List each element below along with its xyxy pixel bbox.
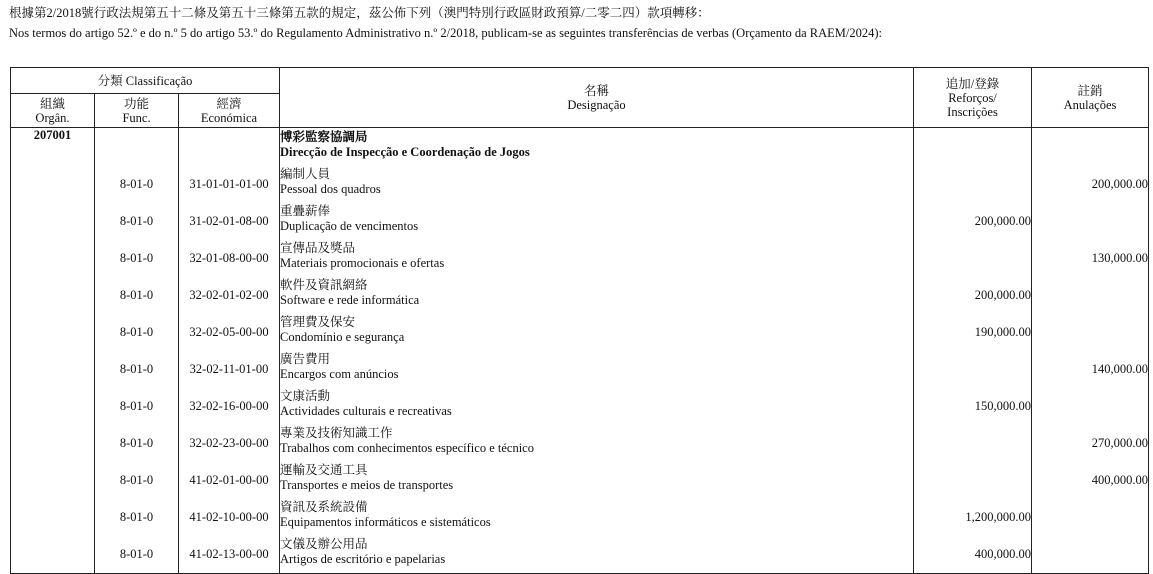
item-designation bbox=[280, 203, 914, 240]
func-code: 8-01-0 bbox=[95, 240, 179, 277]
item-designation bbox=[280, 388, 914, 425]
item-designation bbox=[280, 425, 914, 462]
intro-text-chinese: 根據第2/2018號行政法規第五十二條及第五十三條第五款的規定，茲公佈下列（澳門特別行政區財政預算/二零二四）款項轉移： bbox=[9, 6, 710, 20]
organ-header-pt: Orgân. bbox=[35, 110, 70, 125]
annulment-amount: 270,000.00 bbox=[1032, 425, 1149, 462]
item-name-pt: Condomínio e segurança bbox=[280, 330, 405, 344]
econ-code: 41-02-13-00-00 bbox=[179, 536, 280, 574]
table-row bbox=[11, 351, 1149, 388]
organ-cell bbox=[11, 425, 95, 462]
annulment-amount: 130,000.00 bbox=[1032, 240, 1149, 277]
func-code: 8-01-0 bbox=[95, 314, 179, 351]
table-body bbox=[11, 128, 1149, 574]
organ-cell bbox=[11, 277, 95, 314]
organ-header-zh: 組織 bbox=[39, 96, 65, 111]
entity-name bbox=[280, 128, 914, 167]
reinforcement-header-zh: 追加/登錄 bbox=[945, 76, 1000, 91]
table-row bbox=[11, 203, 1149, 240]
econ-code: 41-02-10-00-00 bbox=[179, 499, 280, 536]
item-name-pt: Duplicação de vencimentos bbox=[280, 219, 419, 233]
econ-code: 32-02-16-00-00 bbox=[179, 388, 280, 425]
organ-header bbox=[11, 94, 95, 128]
reinforcement-header-pt2: Inscrições bbox=[947, 104, 998, 119]
item-name-pt: Equipamentos informáticos e sistemáticos bbox=[280, 515, 491, 529]
reinforcement-amount bbox=[914, 425, 1032, 462]
classification-header: 分類 Classificação bbox=[11, 68, 280, 94]
func-header bbox=[95, 94, 179, 128]
item-name-pt: Materiais promocionais e ofertas bbox=[280, 256, 445, 270]
reinforcement-amount bbox=[914, 166, 1032, 203]
item-name-pt: Software e rede informática bbox=[280, 293, 420, 307]
organ-cell bbox=[11, 203, 95, 240]
econ-header-zh: 經濟 bbox=[216, 96, 242, 111]
func-code: 8-01-0 bbox=[95, 351, 179, 388]
organ-cell bbox=[11, 351, 95, 388]
designation-header-zh: 名稱 bbox=[583, 83, 609, 98]
item-name-pt: Artigos de escritório e papelarias bbox=[280, 552, 446, 566]
econ-code: 41-02-01-00-00 bbox=[179, 462, 280, 499]
organ-cell bbox=[11, 240, 95, 277]
func-code: 8-01-0 bbox=[95, 277, 179, 314]
intro-text-portuguese: Nos termos do artigo 52.º e do n.º 5 do artigo 53.º do Regulamento Administrativo n.º 2/2018, publicam-se as seguintes transferências de verbas (Orçamento da RAEM/2024): bbox=[9, 26, 882, 40]
table-row bbox=[11, 499, 1149, 536]
econ-code: 32-02-05-00-00 bbox=[179, 314, 280, 351]
entity-reinforcement-cell bbox=[914, 128, 1032, 167]
table-row bbox=[11, 240, 1149, 277]
econ-code: 31-02-01-08-00 bbox=[179, 203, 280, 240]
econ-code: 31-01-01-01-00 bbox=[179, 166, 280, 203]
reinforcement-header bbox=[914, 68, 1032, 128]
annulment-header bbox=[1032, 68, 1149, 128]
annulment-amount bbox=[1032, 388, 1149, 425]
item-name-pt: Actividades culturais e recreativas bbox=[280, 404, 452, 418]
item-name-pt: Pessoal dos quadros bbox=[280, 182, 381, 196]
annulment-amount bbox=[1032, 499, 1149, 536]
item-name-zh: 專業及技術知識工作 bbox=[280, 426, 393, 440]
item-designation bbox=[280, 351, 914, 388]
entity-annulment-cell bbox=[1032, 128, 1149, 167]
organ-cell bbox=[11, 166, 95, 203]
func-code: 8-01-0 bbox=[95, 203, 179, 240]
item-designation bbox=[280, 240, 914, 277]
item-name-zh: 文儀及辦公用品 bbox=[280, 537, 368, 551]
item-name-pt: Encargos com anúncios bbox=[280, 367, 399, 381]
entity-econ-cell bbox=[179, 128, 280, 167]
econ-header bbox=[179, 94, 280, 128]
annulment-amount: 140,000.00 bbox=[1032, 351, 1149, 388]
annulment-amount: 200,000.00 bbox=[1032, 166, 1149, 203]
entity-row bbox=[11, 128, 1149, 167]
organ-code: 207001 bbox=[11, 128, 95, 167]
item-name-zh: 宣傳品及獎品 bbox=[280, 241, 356, 255]
item-name-pt: Transportes e meios de transportes bbox=[280, 478, 454, 492]
designation-header-pt: Designação bbox=[567, 97, 626, 112]
table-row bbox=[11, 314, 1149, 351]
reinforcement-amount bbox=[914, 240, 1032, 277]
item-name-zh: 編制人員 bbox=[280, 167, 331, 181]
func-code: 8-01-0 bbox=[95, 425, 179, 462]
func-header-zh: 功能 bbox=[123, 96, 149, 111]
budget-transfer-table bbox=[10, 67, 1149, 574]
reinforcement-header-pt1: Reforços/ bbox=[948, 90, 997, 105]
reinforcement-amount bbox=[914, 462, 1032, 499]
reinforcement-amount bbox=[914, 351, 1032, 388]
entity-name-zh: 博彩監察協調局 bbox=[280, 130, 368, 144]
econ-code: 32-02-23-00-00 bbox=[179, 425, 280, 462]
func-code: 8-01-0 bbox=[95, 462, 179, 499]
reinforcement-amount: 200,000.00 bbox=[914, 203, 1032, 240]
reinforcement-amount: 200,000.00 bbox=[914, 277, 1032, 314]
annulment-amount: 400,000.00 bbox=[1032, 462, 1149, 499]
item-name-zh: 重疊薪俸 bbox=[280, 204, 331, 218]
econ-code: 32-01-08-00-00 bbox=[179, 240, 280, 277]
table-row bbox=[11, 462, 1149, 499]
annulment-amount bbox=[1032, 314, 1149, 351]
func-code: 8-01-0 bbox=[95, 499, 179, 536]
econ-header-pt: Económica bbox=[200, 110, 258, 125]
annulment-header-pt: Anulações bbox=[1063, 97, 1117, 112]
annulment-amount bbox=[1032, 203, 1149, 240]
entity-func-cell bbox=[95, 128, 179, 167]
item-designation bbox=[280, 499, 914, 536]
func-code: 8-01-0 bbox=[95, 536, 179, 574]
func-code: 8-01-0 bbox=[95, 166, 179, 203]
reinforcement-amount: 190,000.00 bbox=[914, 314, 1032, 351]
organ-cell bbox=[11, 314, 95, 351]
reinforcement-amount: 1,200,000.00 bbox=[914, 499, 1032, 536]
reinforcement-amount: 150,000.00 bbox=[914, 388, 1032, 425]
item-name-zh: 文康活動 bbox=[280, 389, 331, 403]
designation-header bbox=[280, 68, 914, 128]
item-name-zh: 運輸及交通工具 bbox=[280, 463, 368, 477]
item-name-zh: 資訊及系統設備 bbox=[280, 500, 368, 514]
econ-code: 32-02-11-01-00 bbox=[179, 351, 280, 388]
item-name-pt: Trabalhos com conhecimentos específico e técnico bbox=[280, 441, 534, 455]
item-designation bbox=[280, 462, 914, 499]
table-header bbox=[11, 68, 1149, 128]
organ-cell bbox=[11, 499, 95, 536]
table-row bbox=[11, 425, 1149, 462]
table-row bbox=[11, 277, 1149, 314]
item-designation bbox=[280, 166, 914, 203]
table-row bbox=[11, 166, 1149, 203]
func-code: 8-01-0 bbox=[95, 388, 179, 425]
annulment-header-zh: 註銷 bbox=[1077, 83, 1103, 98]
organ-cell bbox=[11, 388, 95, 425]
item-designation bbox=[280, 314, 914, 351]
reinforcement-amount: 400,000.00 bbox=[914, 536, 1032, 574]
econ-code: 32-02-01-02-00 bbox=[179, 277, 280, 314]
entity-name-pt: Direcção de Inspecção e Coordenação de Jogos bbox=[280, 145, 530, 159]
item-designation bbox=[280, 277, 914, 314]
annulment-amount bbox=[1032, 277, 1149, 314]
table-row bbox=[11, 388, 1149, 425]
item-name-zh: 廣告費用 bbox=[280, 352, 331, 366]
item-name-zh: 軟件及資訊網絡 bbox=[280, 278, 368, 292]
func-header-pt: Func. bbox=[122, 110, 151, 125]
item-name-zh: 管理費及保安 bbox=[280, 315, 356, 329]
organ-cell bbox=[11, 462, 95, 499]
